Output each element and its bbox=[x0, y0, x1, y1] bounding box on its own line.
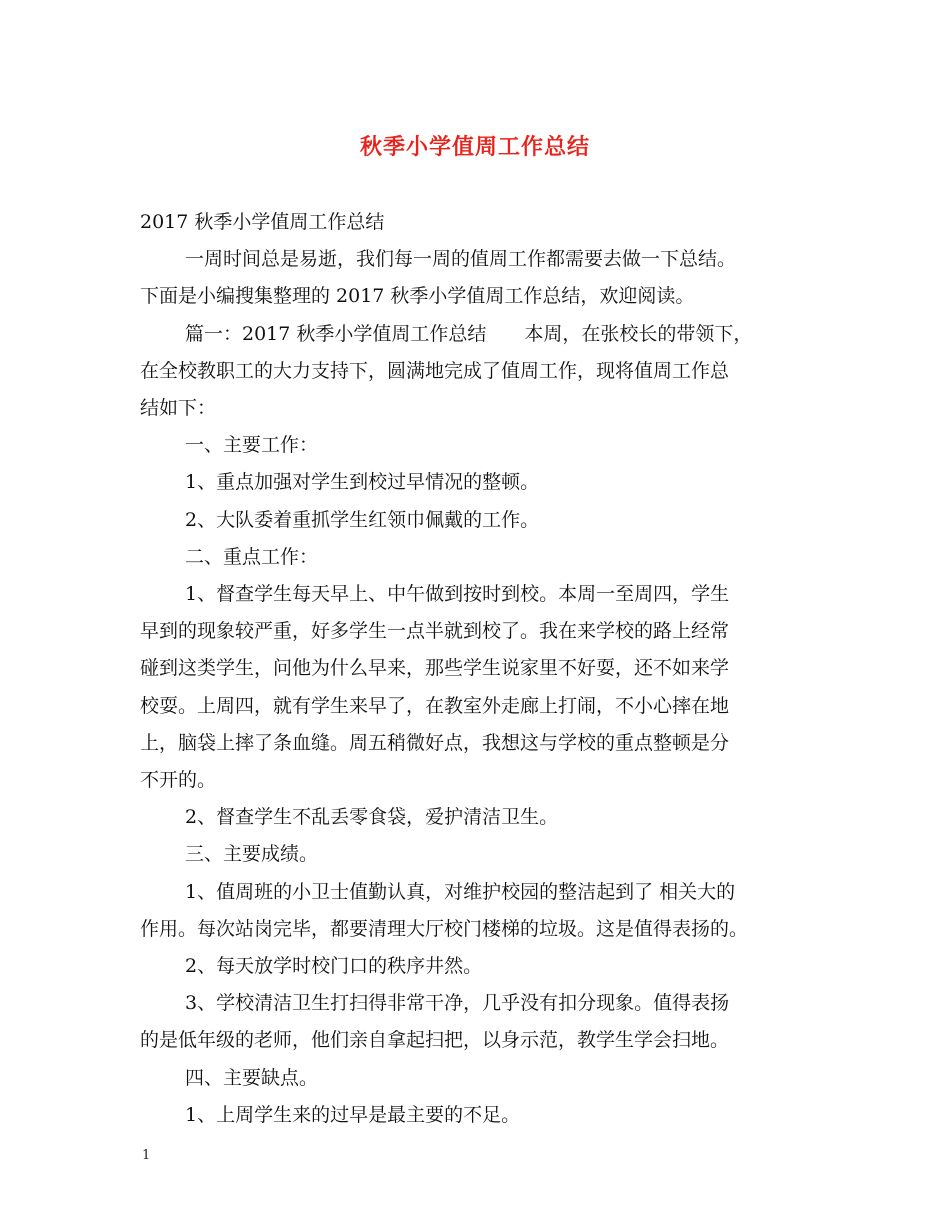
paragraph-line: 在全校教职工的大力支持下，圆满地完成了值周工作，现将值周工作总 bbox=[140, 359, 730, 382]
list-item: 1、重点加强对学生到校过早情况的整顿。 bbox=[185, 471, 540, 494]
section-heading: 二、重点工作： bbox=[185, 545, 319, 568]
paragraph-line: 上，脑袋上摔了条血缝。周五稍微好点，我想这与学校的重点整顿是分 bbox=[140, 731, 730, 754]
list-item: 2、每天放学时校门口的秩序井然。 bbox=[185, 955, 483, 978]
section-heading: 四、主要缺点。 bbox=[185, 1066, 319, 1089]
subtitle-line: 2017 秋季小学值周工作总结 bbox=[140, 211, 385, 233]
list-item: 1、值周班的小卫士值勤认真，对维护校园的整洁起到了 相关大的 bbox=[185, 880, 736, 903]
paragraph-line: 一周时间总是易逝，我们每一周的值周工作都需要去做一下总结。 bbox=[185, 248, 737, 271]
document-body bbox=[140, 204, 830, 1134]
paragraph-line: 作用。每次站岗完毕，都要清理大厅校门楼梯的垃圾。这是值得表扬的。 bbox=[140, 917, 749, 940]
page-number: 1 bbox=[142, 1148, 151, 1163]
paragraph-line: 篇一：2017 秋季小学值周工作总结 本周，在张校长的带领下， bbox=[185, 322, 753, 345]
paragraph-line: 下面是小编搜集整理的 2017 秋季小学值周工作总结，欢迎阅读。 bbox=[140, 285, 695, 308]
list-item: 2、督查学生不乱丢零食袋，爱护清洁卫生。 bbox=[185, 806, 559, 829]
paragraph-line: 校耍。上周四，就有学生来早了，在教室外走廊上打闹，不小心摔在地 bbox=[140, 694, 730, 717]
list-item: 3、学校清洁卫生打扫得非常干净，几乎没有扣分现象。值得表扬 bbox=[185, 992, 730, 1015]
paragraph-line: 早到的现象较严重，好多学生一点半就到校了。我在来学校的路上经常 bbox=[140, 620, 730, 643]
list-item: 1、督查学生每天早上、中午做到按时到校。本周一至周四，学生 bbox=[185, 583, 730, 606]
paragraph-line: 结如下： bbox=[140, 397, 217, 420]
paragraph-line: 不开的。 bbox=[140, 769, 217, 792]
list-item: 2、大队委着重抓学生红领巾佩戴的工作。 bbox=[185, 508, 540, 531]
section-heading: 一、主要工作： bbox=[185, 434, 319, 457]
section-heading: 三、主要成绩。 bbox=[185, 843, 319, 866]
document-title: 秋季小学值周工作总结 bbox=[359, 134, 590, 160]
list-item: 1、上周学生来的过早是最主要的不足。 bbox=[185, 1103, 521, 1126]
paragraph-line: 碰到这类学生，问他为什么早来，那些学生说家里不好耍，还不如来学 bbox=[140, 657, 730, 680]
paragraph-line: 的是低年级的老师，他们亲自拿起扫把，以身示范，教学生学会扫地。 bbox=[140, 1029, 730, 1052]
